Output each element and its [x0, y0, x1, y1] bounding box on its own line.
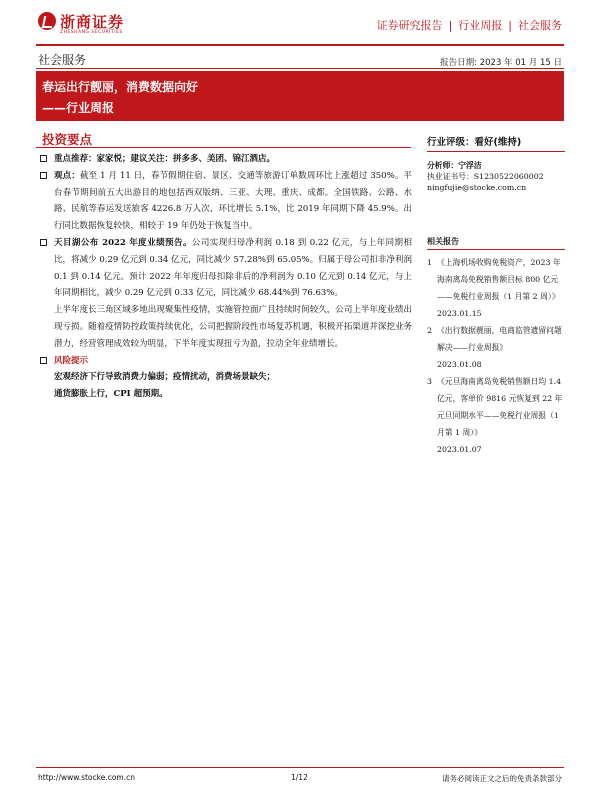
main-content	[40, 151, 412, 403]
point-continuation: 上半年度长三角区域多地出现聚集性疫情，实施管控面广且持续时间较久，公司上半年度业绩出现亏损。随着疫情防控政策持续优化，公司把握阶段性市场复苏机遇，积极开拓渠道并深挖业务潜力，经营管理成效较为明显，下半年度实现扭亏为盈，拉动全年业绩增长。	[54, 305, 412, 349]
related-report[interactable]	[427, 322, 565, 373]
analyst-license: 执业证书号：S1230522060002	[427, 172, 544, 181]
footer-disclaimer: 请务必阅读正文之后的免责条款部分	[442, 774, 562, 783]
related-report-date: 2023.01.07	[437, 445, 482, 454]
risk-line-1: 宏观经济下行导致消费力偏弱；疫情扰动，消费场景缺失；	[54, 372, 276, 383]
related-report[interactable]	[427, 373, 565, 458]
report-title: 春运出行靓丽，消费数据向好	[42, 80, 199, 94]
subheader-divider	[36, 68, 564, 69]
industry-rating: 行业评级：看好(维持)	[427, 137, 522, 148]
company-logo-icon	[38, 12, 56, 30]
logo-text-cn: 浙商证券	[60, 13, 125, 31]
industry-label: 社会服务	[38, 53, 87, 67]
point-label: 重点推荐：	[54, 154, 97, 164]
point-text: 截至 1 月 11 日，春节假期住宿、景区、交通等旅游订单数周环比上涨超过 350%。平台春节期间前五大出游目的地包括西双版纳、三亚、大理、重庆、成都。全国铁路、公路、水路、民航等春运发送旅客 4226.8 万人次，环比增长 5.1%，比 2019 年同期下降 45.9%。出行同比数据恢复较快，相较于 19 年仍处于恢复当中。	[54, 170, 412, 232]
risk-line-2: 通货膨胀上行，CPI 超预期。	[54, 389, 168, 400]
footer-url-link[interactable]: http://www.stocke.com.cn	[38, 773, 135, 782]
related-report[interactable]	[427, 254, 565, 322]
bullet-square-icon	[40, 155, 47, 162]
bullet-square-icon	[40, 239, 47, 246]
report-type-nav: 证券研究报告 | 行业周报 | 社会服务	[376, 19, 562, 32]
risk-heading: 风险提示	[54, 355, 89, 366]
report-date: 报告日期: 2023 年 01 月 15 日	[440, 58, 562, 68]
report-subtitle: ——行业周报	[42, 101, 115, 115]
related-report-number: 3	[427, 377, 432, 386]
related-reports-heading: 相关报告	[427, 236, 459, 246]
section-divider	[36, 147, 411, 148]
analyst-email[interactable]: ningfujie@stocke.com.cn	[427, 183, 527, 192]
logo-text-en: ZHESHANG SECURITIES	[60, 30, 123, 35]
related-report-date: 2023.01.08	[437, 360, 482, 369]
analyst-name: 分析师：宁浮洁	[427, 161, 482, 170]
nav-item-weekly: 行业周报	[458, 19, 503, 32]
related-divider	[427, 249, 565, 250]
bullet-square-icon	[40, 172, 47, 179]
point-label: 天目湖公布 2022 年度业绩预告。	[54, 237, 192, 248]
analyst-info	[427, 160, 565, 193]
page-number: 1/12	[291, 773, 308, 782]
point-text: 家家悦；建议关注：拼多多、美团、锦江酒店。	[96, 154, 276, 164]
related-report-title: 《出行数据靓丽，电商监管遗留问题解决——行业周报》	[437, 326, 562, 352]
sidebar-divider	[427, 151, 565, 152]
related-reports-list	[427, 254, 565, 458]
related-report-number: 1	[427, 258, 432, 267]
related-report-date: 2023.01.15	[437, 309, 482, 318]
nav-item-social-service: 社会服务	[518, 19, 562, 32]
header-divider	[36, 44, 564, 46]
point-tianmuhu	[40, 235, 412, 302]
bullet-square-icon	[40, 357, 47, 364]
related-report-title: 《元旦海南离岛免税销售额日均 1.4 亿元，客单价 9816 元恢复到 22 年元旦同期水平——免税行业周报（1 月第 1 周）》	[437, 377, 563, 437]
section-heading: 投资要点	[42, 132, 93, 147]
point-viewpoint	[40, 168, 412, 235]
point-label: 观点：	[54, 170, 80, 181]
related-report-title: 《上海机场收购免税资产，2023 年海南离岛免税销售额目标 800 亿元——免税行业周报（1 月第 2 周）》	[437, 258, 561, 301]
nav-item-research-report: 证券研究报告	[376, 19, 443, 32]
footer-divider	[36, 767, 564, 768]
related-report-number: 2	[427, 326, 432, 335]
point-text: 公司实现归母净利润 0.18 到 0.22 亿元，与上年同期相比，将减少 0.29 亿元到 0.34 亿元，同比减少 57.28%到 65.05%。归属于母公司扣非净利润 0.1 到 0.14 亿元。预计 2022 年年度归母扣除非后的净利润为 0.10 亿元到 0.14 亿元，与上年同期相比，减少 0.29 亿元到 0.33 亿元，同比减少 68.44%到 76.63%。	[54, 237, 412, 299]
risk-section	[40, 353, 412, 370]
point-recommendation	[40, 151, 412, 168]
